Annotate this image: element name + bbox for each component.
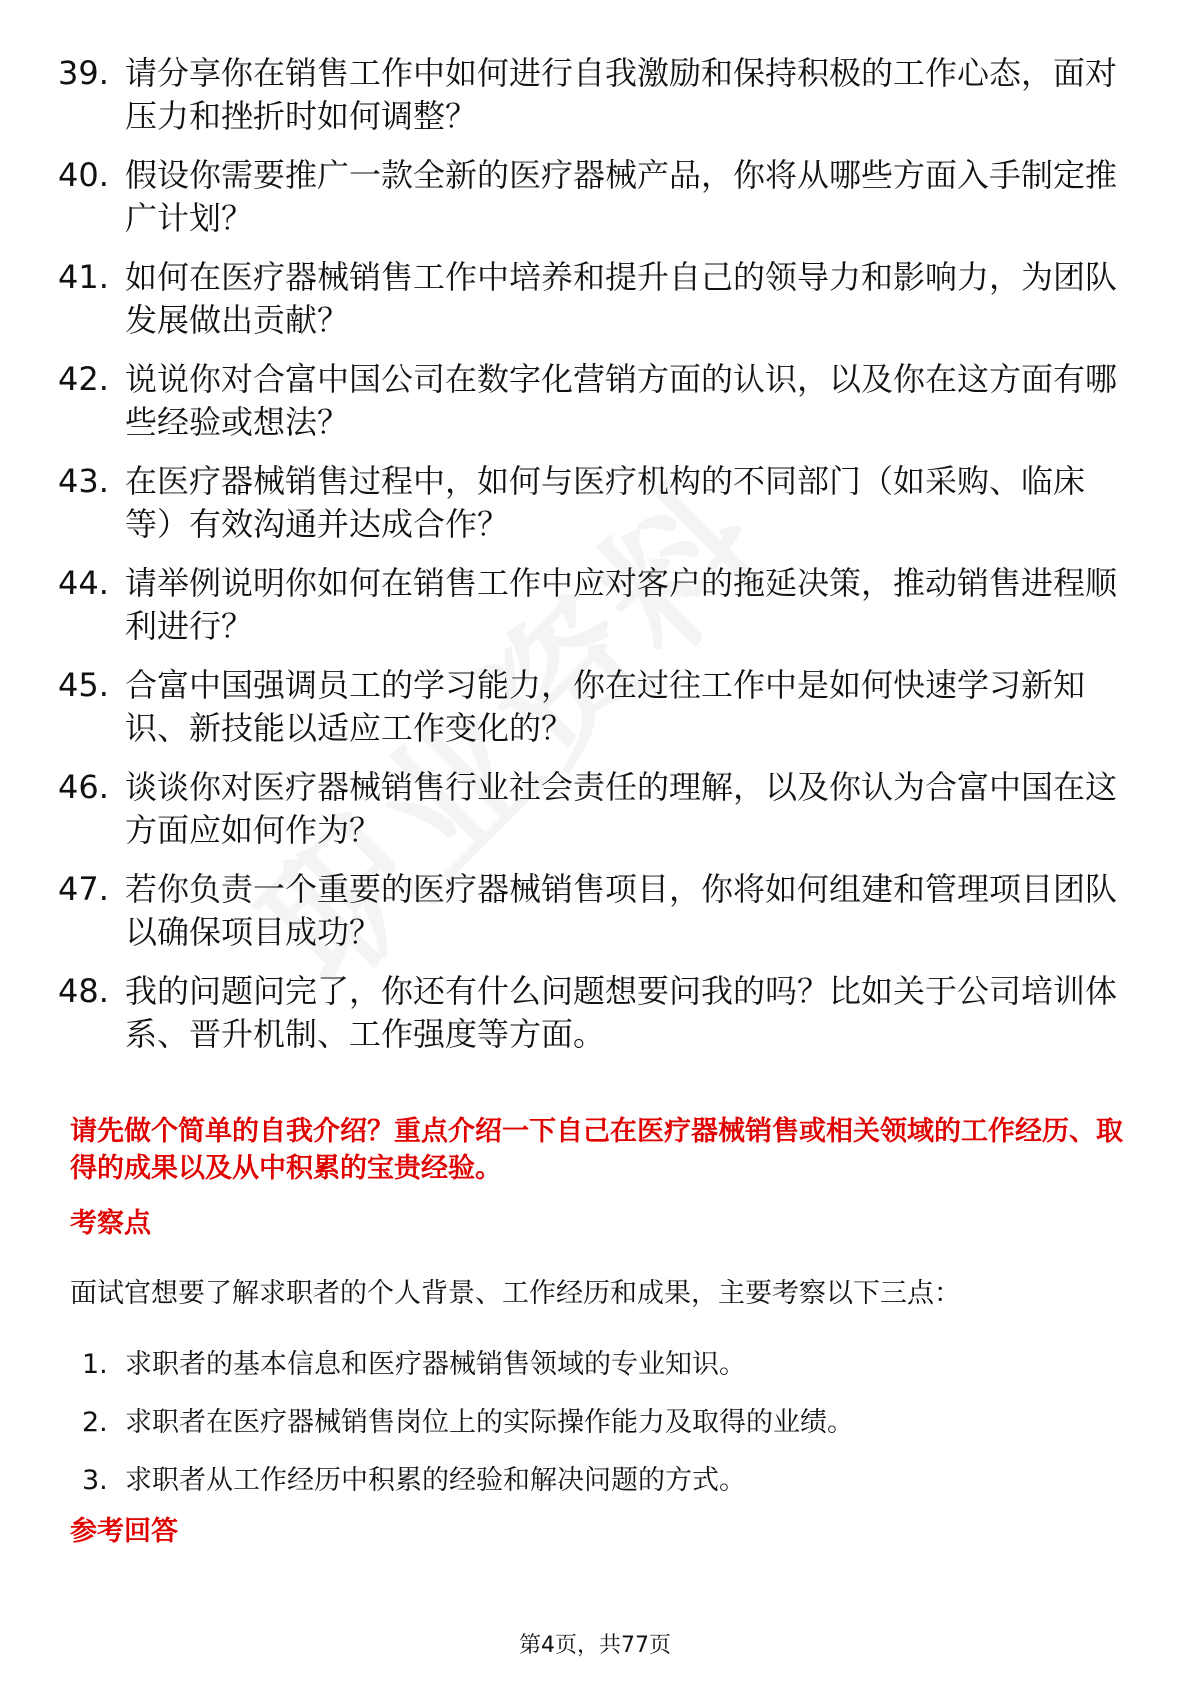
question-item bbox=[58, 358, 1128, 444]
question-text: 若你负责一个重要的医疗器械销售项目，你将如何组建和管理项目团队以确保项目成功？ bbox=[125, 870, 1118, 951]
reference-answer-heading: 参考回答 bbox=[70, 1516, 178, 1547]
featured-question: 请先做个简单的自我介绍？重点介绍一下自己在医疗器械销售或相关领域的工作经历、取得的成果以及从中积累的宝贵经验。 bbox=[70, 1116, 1123, 1184]
question-text: 请分享你在销售工作中如何进行自我激励和保持积极的工作心态，面对压力和挫折时如何调整？ bbox=[125, 54, 1118, 135]
question-item bbox=[58, 562, 1128, 648]
question-text: 说说你对合富中国公司在数字化营销方面的认识，以及你在这方面有哪些经验或想法？ bbox=[125, 360, 1118, 441]
question-text: 请举例说明你如何在销售工作中应对客户的拖延决策，推动销售进程顺利进行？ bbox=[125, 564, 1118, 645]
question-number: 48. bbox=[58, 972, 109, 1010]
point-text: 求职者从工作经历中积累的经验和解决问题的方式。 bbox=[125, 1465, 746, 1496]
question-item bbox=[58, 766, 1128, 852]
assessment-point bbox=[82, 1462, 1122, 1520]
question-text: 如何在医疗器械销售工作中培养和提升自己的领导力和影响力，为团队发展做出贡献？ bbox=[125, 258, 1118, 339]
question-item bbox=[58, 256, 1128, 342]
question-item bbox=[58, 868, 1128, 954]
question-number: 43. bbox=[58, 462, 109, 500]
question-item bbox=[58, 460, 1128, 546]
assessment-intro: 面试官想要了解求职者的个人背景、工作经历和成果，主要考察以下三点： bbox=[70, 1278, 961, 1309]
assessment-point bbox=[82, 1404, 1122, 1462]
question-item bbox=[58, 52, 1128, 138]
point-number: 2. bbox=[82, 1407, 108, 1438]
assessment-point bbox=[82, 1346, 1122, 1404]
question-text: 在医疗器械销售过程中，如何与医疗机构的不同部门（如采购、临床等）有效沟通并达成合作？ bbox=[125, 462, 1086, 543]
question-number: 42. bbox=[58, 360, 109, 398]
point-number: 3. bbox=[82, 1465, 108, 1496]
question-number: 41. bbox=[58, 258, 109, 296]
question-number: 45. bbox=[58, 666, 109, 704]
question-list bbox=[58, 52, 1128, 1072]
question-number: 46. bbox=[58, 768, 109, 806]
page-number: 第4页，共77页 bbox=[519, 1633, 671, 1658]
assessment-heading: 考察点 bbox=[70, 1208, 151, 1239]
question-text: 我的问题问完了，你还有什么问题想要问我的吗？比如关于公司培训体系、晋升机制、工作强度等方面。 bbox=[125, 972, 1118, 1053]
point-number: 1. bbox=[82, 1349, 108, 1380]
assessment-points bbox=[82, 1346, 1122, 1520]
question-item bbox=[58, 154, 1128, 240]
question-text: 谈谈你对医疗器械销售行业社会责任的理解，以及你认为合富中国在这方面应如何作为？ bbox=[125, 768, 1118, 849]
question-item bbox=[58, 664, 1128, 750]
question-item bbox=[58, 970, 1128, 1056]
point-text: 求职者的基本信息和医疗器械销售领域的专业知识。 bbox=[125, 1349, 746, 1380]
point-text: 求职者在医疗器械销售岗位上的实际操作能力及取得的业绩。 bbox=[125, 1407, 854, 1438]
question-text: 假设你需要推广一款全新的医疗器械产品，你将从哪些方面入手制定推广计划？ bbox=[125, 156, 1118, 237]
question-text: 合富中国强调员工的学习能力，你在过往工作中是如何快速学习新知识、新技能以适应工作变化的？ bbox=[125, 666, 1086, 747]
question-number: 39. bbox=[58, 54, 109, 92]
question-number: 47. bbox=[58, 870, 109, 908]
question-number: 44. bbox=[58, 564, 109, 602]
question-number: 40. bbox=[58, 156, 109, 194]
